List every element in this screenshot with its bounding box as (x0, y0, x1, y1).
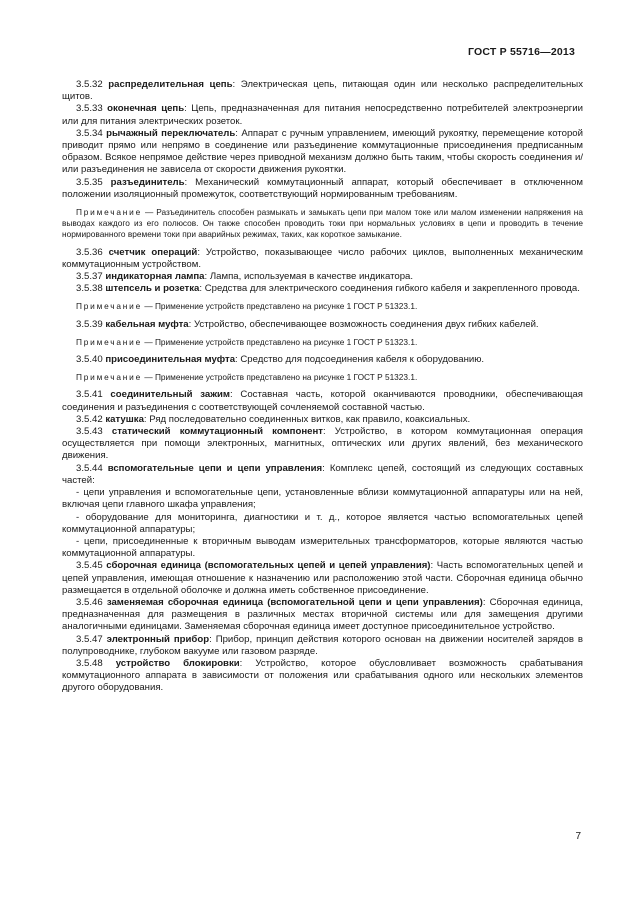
definition-3-5-36: 3.5.36 счетчик операций: Устройство, показывающее число рабочих циклов, выполненных механическим коммутационным устройством. (62, 246, 583, 270)
document-body (62, 79, 583, 695)
definition-3-5-41: 3.5.41 соединительный зажим: Составная часть, которой оканчиваются проводники, обеспечивающая соединения и разъединения с соответствующей сочленяемой составной частью. (62, 389, 583, 413)
note-3-5-39: Примечание — Применение устройств представлено на рисунке 1 ГОСТ Р 51323.1. (76, 336, 418, 347)
definition-3-5-44: 3.5.44 вспомогательные цепи и цепи управления: Комплекс цепей, состоящий из следующих составных частей: (62, 462, 583, 486)
definition-3-5-43: 3.5.43 статический коммутационный компонент: Устройство, в котором коммутационная операция осуществляется при помощи электронных, магнитных, оптических или других явлений, без механического движения. (62, 426, 584, 462)
definition-3-5-42: 3.5.42 катушка: Ряд последовательно соединенных витков, как правило, коаксиальных. (76, 413, 471, 425)
definition-3-5-39: 3.5.39 кабельная муфта: Устройство, обеспечивающее возможность соединения двух гибких кабелей. (76, 318, 539, 330)
definition-3-5-35: 3.5.35 разъединитель: Механический коммутационный аппарат, который обеспечивает в отключенном положении изоляционный промежуток, соответствующий нормированным требованиям. (62, 176, 583, 200)
page-number: 7 (575, 831, 581, 842)
definition-3-5-48: 3.5.48 устройство блокировки: Устройство, которое обусловливает возможность срабатывания коммутационного аппарата в зависимости от положения или срабатывания одного или нескольких элементов другого оборудования. (62, 657, 583, 694)
definition-3-5-37: 3.5.37 индикаторная лампа: Лампа, используемая в качестве индикатора. (76, 271, 414, 283)
definition-3-5-45: 3.5.45 сборочная единица (вспомогательных цепей и цепей управления): Часть вспомогательных цепей и цепей управления, имеющая отношение к назначению или расположению этой части. Сборочная единица обычно размещается в отдельной оболочке и должна иметь собственное присоединение. (62, 560, 583, 596)
document-header: ГОСТ Р 55716—2013 (467, 46, 575, 58)
definition-3-5-46: 3.5.46 заменяемая сборочная единица (вспомогательной цепи и цепи управления): Сборочная единица, предназначенная для размещения в различных местах вторичной системы или для замещения другими аналогичными единицами. Заменяемая сборочная единица имеет доступное присоединительное устройство. (62, 596, 583, 633)
definition-3-5-32: 3.5.32 распределительная цепь: Электрическая цепь, питающая один или несколько распределительных щитов. (62, 79, 583, 103)
definition-3-5-40: 3.5.40 присоединительная муфта: Средство для подсоединения кабеля к оборудованию. (76, 354, 485, 366)
note-3-5-40: Примечание — Применение устройств представлено на рисунке 1 ГОСТ Р 51323.1. (76, 372, 418, 383)
definition-3-5-47: 3.5.47 электронный прибор: Прибор, принцип действия которого основан на движении носителей зарядов в полупроводнике, глубоком вакууме или газовом разряде. (62, 633, 583, 657)
list-item: - оборудование для мониторинга, диагностики и т. д., которое является частью вспомогательных цепей коммутационной аппаратуры; (62, 511, 583, 535)
definition-3-5-38: 3.5.38 штепсель и розетка: Средства для электрического соединения гибкого кабеля и закрепленного провода. (76, 283, 580, 295)
list-item: - цепи управления и вспомогательные цепи, установленные вблизи коммутационной аппаратуры или на ней, включая цепи главного шкафа управления; (62, 487, 583, 511)
definition-3-5-34: 3.5.34 рычажный переключатель: Аппарат с ручным управлением, имеющий рукоятку, перемещение которой приводит прямо или непрямо в соединение или разъединение коммутационные присоединения предписанным образом. Всякое непрямое действие через приводной механизм должно быть таким, чтобы скорость соединения и/или разъединения не зависела от скорости движения рукоятки. (62, 127, 583, 176)
note-3-5-35: Примечание — Разъединитель способен размыкать и замыкать цепи при малом токе или малом изменении напряжения на выводах каждого из его полюсов. Он также способен проводить токи при нормальных условиях в цепи и проводить в течение нормированного времени токи при аварийных режимах, таких, как короткое замыкание. (62, 207, 583, 240)
note-3-5-38: Примечание — Применение устройств представлено на рисунке 1 ГОСТ Р 51323.1. (76, 301, 418, 312)
list-item: - цепи, присоединенные к вторичным выводам измерительных трансформаторов, которые являются частью коммутационной аппаратуры. (62, 535, 583, 560)
definition-3-5-33: 3.5.33 оконечная цепь: Цепь, предназначенная для питания непосредственно потребителей электроэнергии или для питания электрических розеток. (62, 103, 584, 127)
